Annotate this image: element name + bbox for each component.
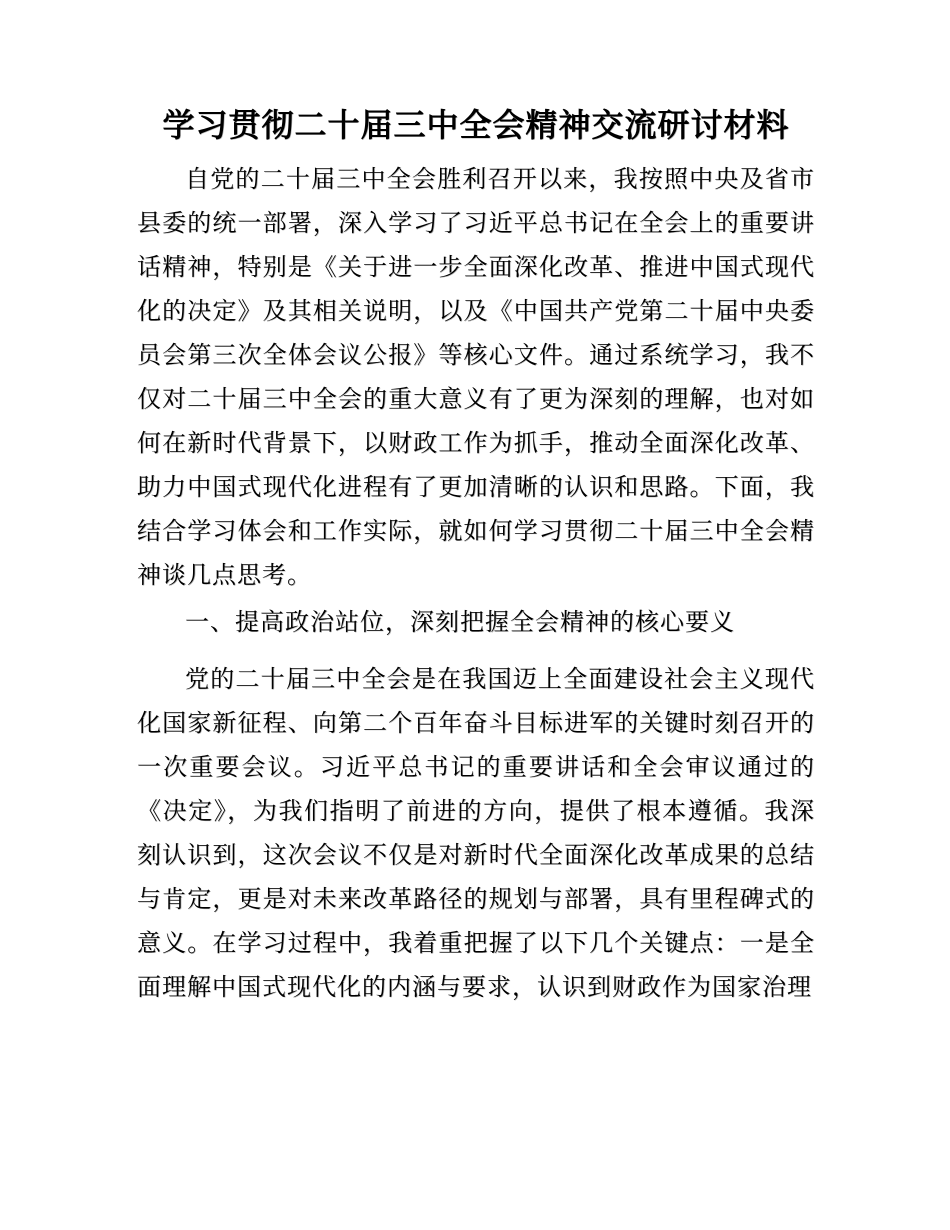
document-title: 学习贯彻二十届三中全会精神交流研讨材料	[162, 107, 790, 143]
paragraph-intro: 自党的二十届三中全会胜利召开以来，我按照中央及省市县委的统一部署，深入学习了习近平总书记在全会上的重要讲话精神，特别是《关于进一步全面深化改革、推进中国式现代化的决定》及其相关说明，以及《中国共产党第二十届中央委员会第三次全体会议公报》等核心文件。通过系统学习，我不仅对二十届三中全会的重大意义有了更为深刻的理解，也对如何在新时代背景下，以财政工作为抓手，推动全面深化改革、助力中国式现代化进程有了更加清晰的认识和思路。下面，我结合学习体会和工作实际，就如何学习贯彻二十届三中全会精神谈几点思考。	[137, 166, 815, 589]
section-heading-1: 一、提高政治站位，深刻把握全会精神的核心要义	[185, 609, 735, 636]
paragraph-section-1: 党的二十届三中全会是在我国迈上全面建设社会主义现代化国家新征程、向第二个百年奋斗目标进军的关键时刻召开的一次重要会议。习近平总书记的重要讲话和全会审议通过的《决定》，为我们指明了前进的方向，提供了根本遵循。我深刻认识到，这次会议不仅是对新时代全面深化改革成果的总结与肯定，更是对未来改革路径的规划与部署，具有里程碑式的意义。在学习过程中，我着重把握了以下几个关键点：一是全面理解中国式现代化的内涵与要求，认识到财政作为国家治理	[137, 666, 815, 1001]
